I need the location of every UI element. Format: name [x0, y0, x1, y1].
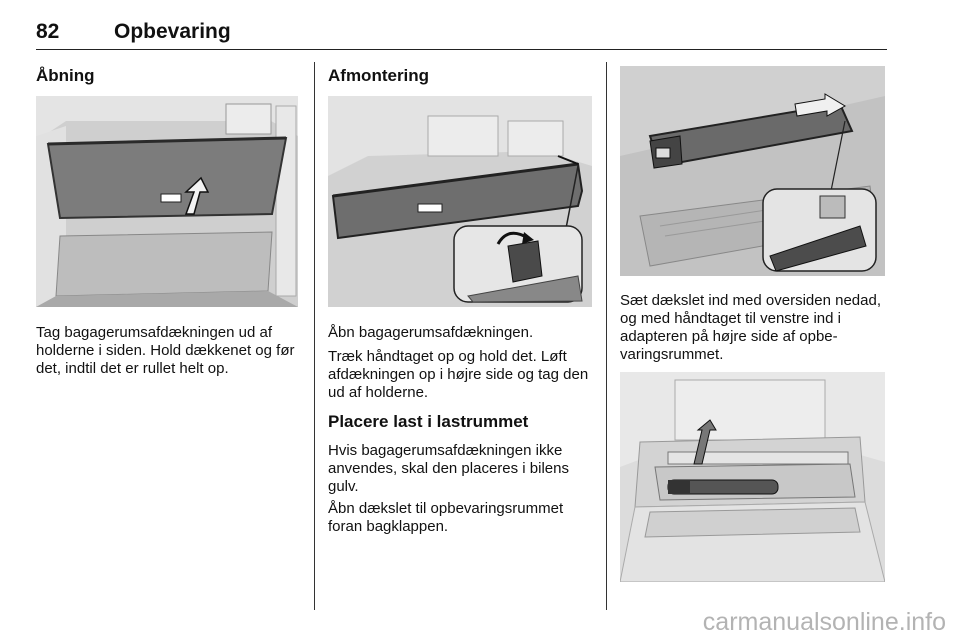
illustration-floor: [620, 372, 885, 582]
illustration-opening: [36, 96, 298, 307]
section-heading-loading: Placere last i lastrummet: [328, 412, 529, 431]
illustration-removal: [328, 96, 592, 307]
paragraph-open-cover: Åbn bagagerumsafdækningen.: [328, 324, 534, 341]
page-number: 82: [36, 20, 60, 43]
paragraph-unused-cover: Hvis bagagerumsafdækningen ikke anvendes, skal den placeres i bilens gulv.: [328, 442, 569, 495]
watermark: carmanualsonline.info: [702, 608, 946, 636]
column-divider-2: [606, 62, 607, 610]
header-rule: [36, 49, 887, 50]
section-heading-opening: Åbning: [36, 66, 95, 85]
page-title: Opbevaring: [114, 20, 231, 43]
paragraph-pull-handle: Træk håndtaget op og hold det. Løft afdækningen op i højre side og tag den ud af holderne.: [328, 348, 589, 401]
paragraph-opening: Tag bagagerumsafdækningen ud af holderne i siden. Hold dækkenet og før det, indtil det er rullet helt op.: [36, 324, 295, 377]
section-heading-removal: Afmontering: [328, 66, 430, 85]
figure-cover-in-floor: [620, 372, 885, 582]
paragraph-open-storage: Åbn dækslet til opbevaringsrummet foran bagklappen.: [328, 500, 564, 535]
figure-cover-removal: [328, 96, 592, 307]
figure-cover-insert: [620, 66, 885, 276]
paragraph-insert-cover: Sæt dækslet ind med oversiden nedad, og med håndtaget til venstre ind i adapteren på højre side af opbevaringsrummet.: [620, 292, 881, 363]
column-divider-1: [314, 62, 315, 610]
figure-cover-opening: [36, 96, 298, 307]
illustration-insert: [620, 66, 885, 276]
